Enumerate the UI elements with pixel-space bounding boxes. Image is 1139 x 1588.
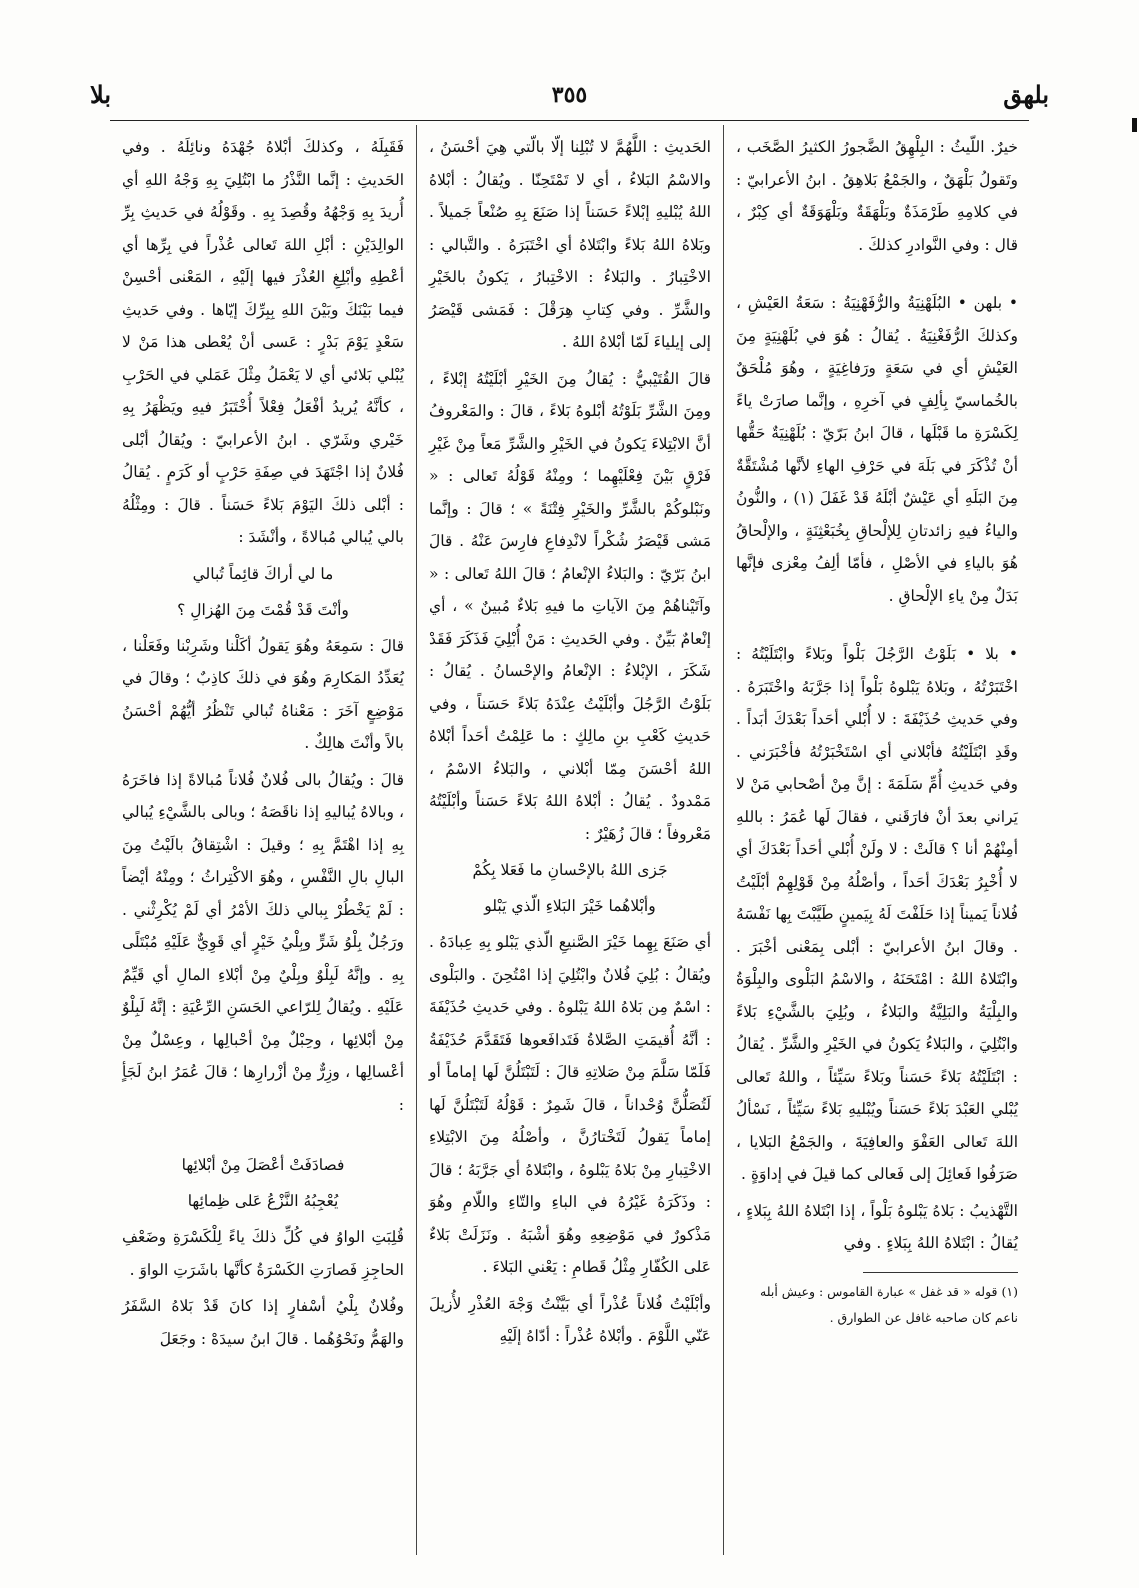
verse-line: ما لي أراكَ قائِماً تُبالي <box>192 564 334 583</box>
paragraph: التَّهْذيبُ : بَلاهُ يَبْلوهُ بَلْواً ، إذا ابْتَلاهُ اللهُ بِبَلاءٍ ، يُقالُ : ابْتَلاهُ اللهُ بِبَلاءٍ . وفي <box>731 1201 1018 1252</box>
text-column-2 <box>417 125 724 1555</box>
header-entry-start: بلهق <box>1003 80 1049 109</box>
paragraph: وفُلانٌ بِلْيُ أسْفارٍ إذا كانَ قَدْ بَلاهُ السَّفَرُ والهَمُّ ونَحْوُهُما . قالَ ابنُ سيدَهْ : وجَعَلَ <box>117 1297 404 1348</box>
paragraph: قالَ : ويُقالُ بالى فُلانٌ فُلاناً مُبالاةً إذا فاخَرَهُ ، وبالاهُ يُباليهِ إذا ناقَصَهُ ؛ وبالى بالشَّيْءِ يُبالي بِهِ إذا اهْتَمَّ بِهِ ؛ وقيلَ : اشْتِقاقُ بالَيْتُ مِنَ البالِ بالِ النَّفْسِ ، وهُوَ الاكْتِراثُ ؛ ومِنْهُ أيْضاً : لَمْ يَخْطُرْ بِبالي ذلكَ الأمْرُ أي لَمْ يُكْرِثْني . ورَجُلٌ بِلْوُ شَرٍّ وبِلْيُ خَيْرٍ أي قَوِيٌّ عَلَيْهِ مُبْتَلًى بِهِ . وإنَّهُ لَبِلْوٌ وبِلْيٌ مِنْ أبْلاءِ المالِ أي قَيِّمٌ عَلَيْهِ . ويُقالُ لِلرّاعي الحَسَنِ الرِّعْيَةِ : إنَّهُ لَبِلْوٌ مِنْ أبْلائِها ، وحِبْلٌ مِنْ أحْبالِها ، وعِسْلٌ مِنْ أعْسالِها ، وزِرٌّ مِنْ أزْرارِها ؛ قالَ عُمَرُ ابنُ لَجَأٍ : <box>117 770 404 1114</box>
page-header <box>90 80 1049 120</box>
paragraph: أي صَنَعَ بِهِما خَيْرَ الصَّنيعِ الّذي يَبْلو بِهِ عِبادَهُ . ويُقالُ : بُلِيَ فُلانٌ وابْتُلِيَ إذا امْتُحِنَ . والبَلْوى : اسْمٌ مِن بَلاهُ اللهُ يَبْلوهُ . وفي حَديثِ حُذَيْفَةَ : أنَّهُ أُقيمَتِ الصَّلاةُ فَتَدافَعوها فَتَقَدَّمَ حُذَيْفَةُ فَلَمّا سَلَّمَ مِنْ صَلاتِهِ قالَ : لَتَبْتَلُنَّ لَها إماماً أو لَتُصَلُّنَّ وُحْداناً ، قالَ شَمِرٌ : قَوْلُهُ لَتَبْتَلُنَّ لَها إماماً يَقولُ لَتَخْتارُنَّ ، وأصْلُهُ مِنَ الابْتِلاءِ الاخْتِبارِ مِنْ بَلاهُ يَبْلوهُ ، وابْتَلاهُ أي جَرَّبَهُ ؛ قالَ : وذَكَرَهُ غَيْرُهُ في الباءِ والتّاءِ واللّامِ وهُوَ مَذْكورٌ في مَوْضِعِهِ وهُوَ أشْبَهُ . ونَزَلَتْ بَلاءٌ عَلى الكُفّارِ مِثْلُ قَطامِ : يَعْني البَلاءَ . <box>424 933 711 1276</box>
text-column-3 <box>110 125 417 1555</box>
header-entry-end: بلا <box>90 80 111 109</box>
page-number: ٣٥٥ <box>551 82 588 108</box>
verse-line: جَزى اللهُ بالإحْسانِ ما فَعَلا بِكُمْ <box>472 861 668 879</box>
paragraph: قالَ : سَمِعَهُ وهُوَ يَقولُ أكَلْنا وشَرِبْنا وفَعَلْنا ، يُعَدِّدُ المَكارِمَ وهُوَ في ذلكَ كاذِبٌ ؛ وقالَ في مَوْضِعٍ آخَرَ : مَعْناهُ تُبالي تَنْظُرُ أيُّهُمْ أحْسَنُ بالاً وأنْتَ هالِكٌ . <box>117 636 404 752</box>
verse-line: وأنْتَ قَدْ قُمْتَ مِنَ الهُزالِ ؟ <box>177 600 349 619</box>
paragraph: • بلا • بَلَوْتُ الرَّجُلَ بَلْواً وبَلاءً وابْتَلَيْتُهُ : اخْتَبَرْتُهُ ، وبَلاهُ يَبْلوهُ بَلْواً إذا جَرَّبَهُ واخْتَبَرَهُ . وفي حَديثِ حُذَيْفَةَ : لا أُبْلي أحَداً بَعْدَكَ أبَداً . وقَدِ ابْتَلَيْتُهُ فأبْلاني أي اسْتَخْبَرْتُهُ فأخْبَرَني . وفي حَديثِ أُمِّ سَلَمَةَ : إنَّ مِنْ أصْحابي مَنْ لا يَراني بعدَ أنْ فارَقَني ، فقالَ لَها عُمَرُ : باللهِ أمِنْهُمْ أنا ؟ قالَتْ : لا ولَنْ أُبْلي أحَداً بَعْدَكَ أي لا أُخْبِرُ بَعْدَكَ أحَداً ، وأصْلُهُ مِنْ قَوْلِهِمْ أبْلَيْتُ فُلاناً يَميناً إذا حَلَفْتَ لَهُ بِيَمينٍ طَيَّبْتَ بِها نَفْسَهُ . وقالَ ابنُ الأعرابيّ : أبْلى بِمَعْنى أخْبَرَ . وابْتَلاهُ اللهُ : امْتَحَنَهُ ، والاسْمُ البَلْوى والبِلْوَةُ والبِلْيَةُ والبَلِيَّةُ والبَلاءُ ، وبُلِيَ بالشَّيْءِ بَلاءً وابْتُلِيَ ، والبَلاءُ يَكونُ في الخَيْرِ والشَّرِّ . يُقالُ : ابْتَلَيْتُهُ بَلاءً حَسَناً وبَلاءً سَيِّئاً ، واللهُ تَعالى يُبْلي العَبْدَ بَلاءً حَسَناً ويُبْليهِ بَلاءً سَيِّئاً ، نَسْألُ اللهَ تَعالى العَفْوَ والعافِيَةَ ، والجَمْعُ البَلايا ، صَرَفُوا فَعائِلَ إلى فَعالى كما قيلَ في إداوَةٍ . <box>731 645 1018 1183</box>
paragraph: قُلِبَتِ الواوُ في كُلِّ ذلكَ ياءً لِلْكَسْرَةِ وضَعْفِ الحاجِزِ فَصارَتِ الكَسْرَةُ كأنَّها باشَرَتِ الواوَ . <box>117 1228 404 1279</box>
text-columns <box>110 125 1030 1555</box>
footnote: (١) قوله « قد غفل » عبارة القاموس : وعيش أبله ناعم كان صاحبه غافل عن الطوارق . <box>756 1283 1018 1325</box>
paragraph: فَقَبِلَهُ ، وكذلكَ أبْلاهُ جُهْدَهُ ونائِلَهُ . وفي الحَديثِ : إنَّما النَّذْرُ ما ابْتُلِيَ بِهِ وَجْهُ اللهِ أي أُريدَ بِهِ وَجْهُهُ وقُصِدَ بِهِ . وقَوْلُهُ في حَديثِ بِرِّ الوالِدَيْنِ : أبْلِ اللهَ تَعالى عُذْراً في بِرِّها أي أعْطِهِ وأبْلِغِ العُذْرَ فيها إلَيْهِ ، المَعْنى أحْسِنْ فيما بَيْنَكَ وبَيْنَ اللهِ بِبِرِّكَ إيّاها . وفي حَديثِ سَعْدٍ يَوْمَ بَدْرٍ : عَسى أنْ يُعْطى هذا مَنْ لا يُبْلي بَلائي أي لا يَعْمَلُ مِثْلَ عَمَلي في الحَرْبِ ، كأنَّهُ يُريدُ أفْعَلُ فِعْلاً أُخْتَبَرُ فيهِ ويَظْهَرُ بِهِ خَيْري وشَرّي . ابنُ الأعرابيّ : ويُقالُ أبْلى فُلانٌ إذا اجْتَهَدَ في صِفَةِ حَرْبٍ أو كَرَمٍ . يُقالُ : أبْلى ذلكَ اليَوْمَ بَلاءً حَسَناً . قالَ : ومِثْلُهُ بالي يُبالي مُبالاةً ، وأنْشَدَ : <box>117 138 404 546</box>
paragraph: الحَديثِ : اللَّهُمَّ لا تُبْلِنا إلّا بالّتي هِيَ أحْسَنُ ، والاسْمُ البَلاءُ ، أي لا تَمْتَحِنّا . ويُقالُ : أبْلاهُ اللهُ يُبْليهِ إبْلاءً حَسَناً إذا صَنَعَ بِهِ صُنْعاً جَميلاً . وبَلاهُ اللهُ بَلاءً وابْتَلاهُ أي اخْتَبَرَهُ . والتَّبالي : الاخْتِبارُ . والبَلاءُ : الاخْتِبارُ ، يَكونُ بالخَيْرِ والشَّرِّ . وفي كِتابِ هِرَقْلَ : فَمَشى قَيْصَرُ إلى إيلياءَ لَمّا أبْلاهُ اللهُ . <box>424 138 711 351</box>
verse-line: يُعْجِبُهُ النَّزْعُ عَلى ظِمائِها <box>187 1192 339 1210</box>
paragraph: قالَ القُتَيْبيُّ : يُقالُ مِنَ الخَيْرِ أبْلَيْتُهُ إبْلاءً ، ومِنَ الشَّرِّ بَلَوْتُهُ أبْلوهُ بَلاءً ، قالَ : والمَعْروفُ أنَّ الابْتِلاءَ يَكونُ في الخَيْرِ والشَّرِّ مَعاً مِنْ غَيْرِ فَرْقٍ بَيْنَ فِعْلَيْهِما ؛ ومِنْهُ قَوْلُهُ تَعالى : « ونَبْلوكُمْ بالشَّرِّ والخَيْرِ فِتْنَةً » ؛ قالَ : وإنَّما مَشى قَيْصَرُ شُكْراً لانْدِفاعِ فارِسَ عَنْهُ . قالَ ابنُ بَرّيّ : والبَلاءُ الإنْعامُ ؛ قالَ اللهُ تَعالى : « وآتَيْناهُمْ مِنَ الآياتِ ما فيهِ بَلاءٌ مُبينٌ » ، أي إنْعامٌ بَيِّنٌ . وفي الحَديثِ : مَنْ أُبْلِيَ فَذَكَرَ فَقَدْ شَكَرَ ، الإبْلاءُ : الإنْعامُ والإحْسانُ . يُقالُ : بَلَوْتُ الرَّجُلَ وأبْلَيْتُ عِنْدَهُ بَلاءً حَسَناً ، وفي حَديثِ كَعْبِ بنِ مالِكٍ : ما عَلِمْتُ أحَداً أبْلاهُ اللهُ أحْسَنَ مِمّا أبْلاني ، والبَلاءُ الاسْمُ ، مَمْدودٌ . يُقالُ : أبْلاهُ اللهُ بَلاءً حَسَناً وأبْلَيْتُهُ مَعْروفاً ؛ قالَ زُهَيْرٌ : <box>424 369 711 843</box>
footnote-rule <box>863 1272 1018 1273</box>
verse-line: وأبْلاهُما خَيْرَ البَلاءِ الّذي يَبْلو <box>484 897 656 915</box>
scan-edge-mark <box>1132 118 1137 132</box>
text-column-1 <box>724 125 1030 1555</box>
paragraph: وأبْلَيْتُ فُلاناً عُذْراً أي بَيَّنْتُ وَجْهَ العُذْرِ لأُزيلَ عَنّي اللَّوْمَ . وأبْلاهُ عُذْراً : أدّاهُ إلَيْهِ <box>424 1294 711 1345</box>
paragraph: خيرٌ. اللّيثُ : البِلْهِقُ الضَّجورُ الكثيرُ الصَّخَب ، وتَقولُ بَلْهَقٌ ، والجَمْعُ بَلاهِقُ . ابنُ الأعرابيّ : في كلامِهِ طَرْمَذَةٌ وبَلْهَقَةٌ وبَلْهَوَقَةٌ أي كِبْرٌ ، قال : وفي النَّوادرِ كذلكَ . <box>731 138 1018 254</box>
header-rule <box>110 120 1029 121</box>
paragraph: • بلهن • البُلَهْنِيَةُ والرُّفَهْنِيَةُ : سَعَةُ العَيْشِ ، وكذلكَ الرُّفَغْنِيَةُ . يُقالُ : هُوَ في بُلَهْنِيَةٍ مِنَ العَيْشِ أي في سَعَةٍ ورَفاغِيَةٍ ، وهُوَ مُلْحَقٌ بالخُماسيّ بِألِفٍ في آخرِهِ ، وإنَّما صارَتْ ياءً لِكَسْرَةِ ما قَبْلَها ، قالَ ابنُ بَرّيّ : بُلَهْنِيَةٌ حَقُّها أنْ تُذْكَرَ في بَلَهَ في حَرْفِ الهاءِ لأنَّها مُشْتَقَّةٌ مِنَ البَلَهِ أي عَيْشٌ أبْلَهُ قَدْ غَفَلَ (١) ، والنُّونُ والياءُ فيهِ زائدتانِ لِلإلْحاقِ بِخُبَعْثِنَةٍ ، والإلْحاقُ هُوَ بالياءِ في الأصْلِ ، فأمّا ألِفُ مِعْزى فإنَّها بَدَلٌ مِنْ ياءِ الإلْحاقِ . <box>731 294 1018 605</box>
verse-line: فصادَفَتْ أعْصَلَ مِنْ أبْلائِها <box>181 1156 345 1174</box>
